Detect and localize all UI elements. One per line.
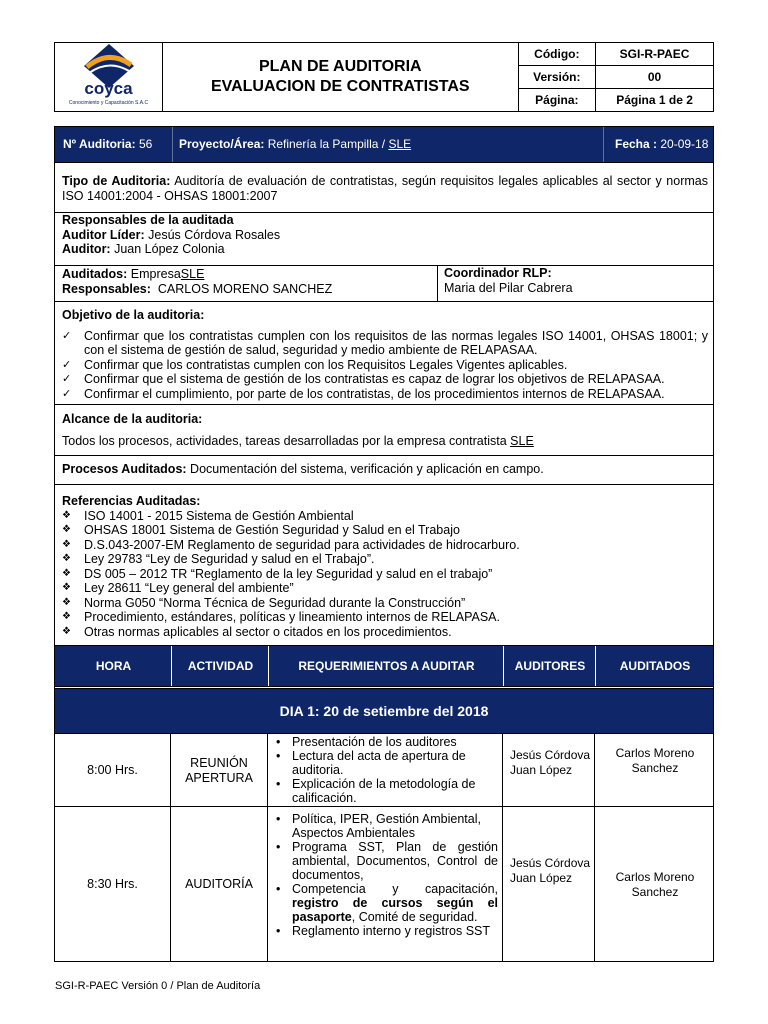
pagina-value: Página 1 de 2 [596, 89, 714, 112]
alcance-text: Todos los procesos, actividades, tareas desarrolladas por la empresa contratista [62, 433, 507, 448]
responsables-value: CARLOS MORENO SANCHEZ [157, 281, 333, 296]
list-item: ❖ ISO 14001 - 2015 Sistema de Gestión Ambiental [62, 509, 708, 524]
col-requerimientos: REQUERIMIENTOS A AUDITAR [298, 659, 475, 673]
day-title-bar [54, 688, 714, 734]
logo-cell [55, 43, 163, 112]
version-label: Versión: [518, 66, 596, 89]
list-item: ❖ Norma G050 “Norma Técnica de Seguridad durante la Construcción” [62, 596, 708, 611]
row-requerimientos [268, 735, 500, 805]
coordinador-value: Maria del Pilar Cabrera [444, 280, 573, 295]
auditados-empresa: Empresa [130, 267, 181, 281]
document-header [54, 42, 714, 112]
proyecto-area [179, 137, 411, 151]
responsables-label: Responsables: [62, 281, 151, 296]
coordinador-section [444, 266, 708, 295]
req-bold-text: registro de cursos según el pasaporte [292, 896, 498, 924]
fecha-value: 20-09-18 [660, 137, 709, 151]
row-requerimientos [268, 812, 498, 938]
row-hora: 8:30 Hrs. [87, 877, 138, 891]
referencias-label: Referencias Auditadas: [62, 494, 201, 508]
table-row [55, 877, 170, 892]
auditor-name: Juan López [510, 870, 573, 885]
day-title: DIA 1: 20 de setiembre del 2018 [279, 703, 489, 719]
referencias-section [62, 494, 708, 639]
referencias-list [62, 509, 708, 640]
auditor-name: Jesús Córdova [510, 748, 591, 762]
list-item: • Programa SST, Plan de gestión ambiental, Documentos, Control de documentos, [268, 840, 498, 882]
list-item: ❖ DS 005 – 2012 TR “Reglamento de la ley Seguridad y salud en el trabajo” [62, 567, 708, 582]
list-item: ✓ Confirmar el cumplimiento, por parte de los contratistas, de los procedimientos internos de RELAPASAA. [62, 387, 708, 402]
list-item: ❖ D.S.043-2007-EM Reglamento de seguridad para actividades de hidrocarburo. [62, 538, 708, 553]
list-item [268, 882, 498, 924]
objetivo-label: Objetivo de la auditoria: [62, 308, 205, 322]
tipo-auditoria [62, 174, 708, 203]
title-line-2: EVALUACION DE CONTRATISTAS [210, 78, 470, 95]
tipo-text: Auditoría de evaluación de contratistas, según requisitos legales aplicables al sector y normas ISO 14001:2004 - OHSAS 18001:2007 [62, 174, 708, 203]
col-auditados: AUDITADOS [619, 659, 691, 673]
auditor-value: Juan López Colonia [114, 242, 225, 256]
alcance-section [62, 412, 708, 448]
list-item: ✓ Confirmar que los contratistas cumplen con los Requisitos Legales Vigentes aplicables. [62, 358, 708, 373]
company-tagline: Conocimiento y Capacitación S.A.C [68, 100, 149, 106]
auditados-section [62, 267, 432, 296]
page-footer: SGI-R-PAEC Versión 0 / Plan de Auditoría [55, 980, 261, 992]
list-item: • Presentación de los auditores [268, 735, 500, 749]
title-line-1: PLAN DE AUDITORIA [258, 58, 422, 75]
tipo-label: Tipo de Auditoria: [62, 174, 171, 188]
codigo-value: SGI-R-PAEC [596, 43, 714, 66]
pagina-label: Página: [518, 89, 596, 112]
procesos-label: Procesos Auditados: [62, 462, 187, 476]
list-item: ❖ Otras normas aplicables al sector o citados en los procedimientos. [62, 625, 708, 640]
list-item: • Reglamento interno y registros SST [268, 924, 498, 938]
row-auditores [510, 856, 594, 885]
objetivo-section [62, 308, 708, 401]
row-hora: 8:00 Hrs. [87, 763, 138, 777]
audit-info-bar [54, 126, 714, 163]
list-item: ✓ Confirmar que los contratistas cumplen con los requisitos de las normas legales ISO 14001, OHSAS 18001; y con el sistema de gestión de salud, seguridad y medio ambiente de RELAPASAA. [62, 329, 708, 358]
list-item: • Explicación de la metodología de calificación. [268, 777, 500, 805]
col-actividad: ACTIVIDAD [187, 659, 254, 673]
row-auditados: Carlos Moreno Sanchez [615, 870, 695, 899]
responsables-heading: Responsables de la auditada [62, 213, 234, 227]
alcance-code: SLE [510, 433, 534, 448]
lider-value: Jesús Córdova Rosales [148, 227, 281, 242]
procesos-section [62, 462, 708, 477]
row-actividad: AUDITORÍA [185, 877, 253, 891]
page-title [163, 43, 519, 112]
row-actividad: REUNIÓN APERTURA [185, 756, 253, 785]
list-item: • Política, IPER, Gestión Ambiental, Aspectos Ambientales [268, 812, 498, 840]
req-text: Competencia y capacitación, [292, 882, 498, 896]
responsables-section [62, 213, 708, 257]
auditor-name: Juan López [510, 762, 573, 777]
auditor-name: Jesús Córdova [510, 856, 591, 870]
objetivo-list [62, 329, 708, 402]
auditados-empresa-code: SLE [180, 267, 205, 281]
lider-label: Auditor Líder: [62, 227, 145, 242]
list-item: ❖ OHSAS 18001 Sistema de Gestión Seguridad y Salud en el Trabajo [62, 523, 708, 538]
list-item: ❖ Ley 29783 “Ley de Seguridad y salud en el Trabajo”. [62, 552, 708, 567]
schedule-header [54, 645, 714, 687]
auditoria-number [63, 137, 152, 151]
auditor-label: Auditor: [62, 242, 111, 256]
req-text: , Comité de seguridad. [351, 910, 478, 924]
fecha-label: Fecha : [615, 137, 658, 151]
row-auditores [510, 748, 594, 777]
codigo-label: Código: [518, 43, 596, 66]
version-value: 00 [596, 66, 714, 89]
list-item: ❖ Ley 28611 “Ley general del ambiente” [62, 581, 708, 596]
coordinador-label: Coordinador RLP: [444, 266, 552, 280]
list-item: ✓ Confirmar que el sistema de gestión de los contratistas es capaz de lograr los objetivos de RELAPASAA. [62, 372, 708, 387]
proyecto-value: Refinería la Pampilla / [267, 137, 386, 151]
fecha [615, 137, 708, 151]
auditoria-label: Nº Auditoria: [63, 137, 136, 151]
alcance-label: Alcance de la auditoria: [62, 412, 203, 426]
row-auditados: Carlos Moreno Sanchez [615, 746, 695, 775]
table-row [55, 763, 170, 778]
list-item: ❖ Procedimiento, estándares, políticas y lineamiento internos de RELAPASA. [62, 610, 708, 625]
list-item: • Lectura del acta de apertura de auditoria. [268, 749, 500, 777]
col-auditores: AUDITORES [514, 659, 586, 673]
proyecto-code: SLE [388, 137, 412, 151]
procesos-text: Documentación del sistema, verificación y aplicación en campo. [190, 462, 544, 476]
col-hora: HORA [95, 659, 132, 673]
auditados-label: Auditados: [62, 267, 128, 281]
auditoria-value: 56 [138, 137, 153, 151]
company-name: coyca [84, 79, 133, 98]
proyecto-label: Proyecto/Área: [179, 137, 265, 151]
